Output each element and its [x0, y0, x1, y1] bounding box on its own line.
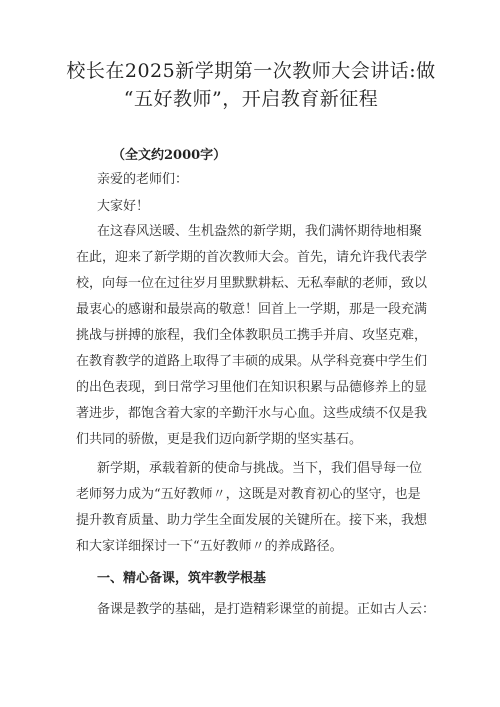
- word-count-note: （全文约2000字）: [112, 148, 227, 163]
- section-1-paragraph-line: 备课是教学的基础，是打造精彩课堂的前提。正如古人云：: [97, 602, 436, 617]
- paragraph-1-line: 校，向每一位在过往岁月里默默耕耘、无私奉献的老师，致以: [76, 276, 428, 291]
- paragraph-1-line: 的出色表现，到日常学习里他们在知识积累与品德修养上的显: [76, 380, 428, 395]
- paragraph-1-line: 挑战与拼搏的旅程，我们全体教职员工携手并肩、攻坚克难，: [76, 328, 428, 343]
- paragraph-2-line: 新学期，承载着新的使命与挑战。当下，我们倡导每一位: [97, 461, 423, 476]
- paragraph-2-line: 和大家详细探讨一下“五好教师〃的养成路径。: [76, 539, 343, 554]
- paragraph-1-line: 在教育教学的道路上取得了丰硕的成果。从学科竞赛中学生们: [76, 354, 428, 369]
- paragraph-1-line: 最衷心的感谢和最崇高的敬意！回首上一学期，那是一段充满: [76, 302, 428, 317]
- paragraph-2-line: 提升教育质量、助力学生全面发展的关键所在。接下来，我想: [76, 513, 428, 528]
- title-line-1: 校长在2025新学期第一次教师大会讲话:做: [66, 60, 436, 82]
- paragraph-1-line: 在这春风送暖、生机盎然的新学期，我们满怀期待地相聚: [97, 224, 423, 239]
- section-1-heading: 一、精心备课，筑牢教学根基: [97, 571, 267, 586]
- salutation: 亲爱的老师们：: [97, 172, 189, 187]
- paragraph-2-line: 老师努力成为“五好教师〃，这既是对教育初心的坚守，也是: [76, 487, 421, 502]
- paragraph-1-line: 在此，迎来了新学期的首次教师大会。首先，请允许我代表学: [76, 250, 428, 265]
- paragraph-1-line: 著进步，都饱含着大家的辛勤汗水与心血。这些成绩不仅是我: [76, 406, 428, 421]
- greeting: 大家好！: [97, 199, 150, 214]
- title-line-2: “五好教师”，开启教育新征程: [123, 88, 379, 110]
- paragraph-1-line: 们共同的骄傲，更是我们迈向新学期的坚实基石。: [76, 432, 363, 447]
